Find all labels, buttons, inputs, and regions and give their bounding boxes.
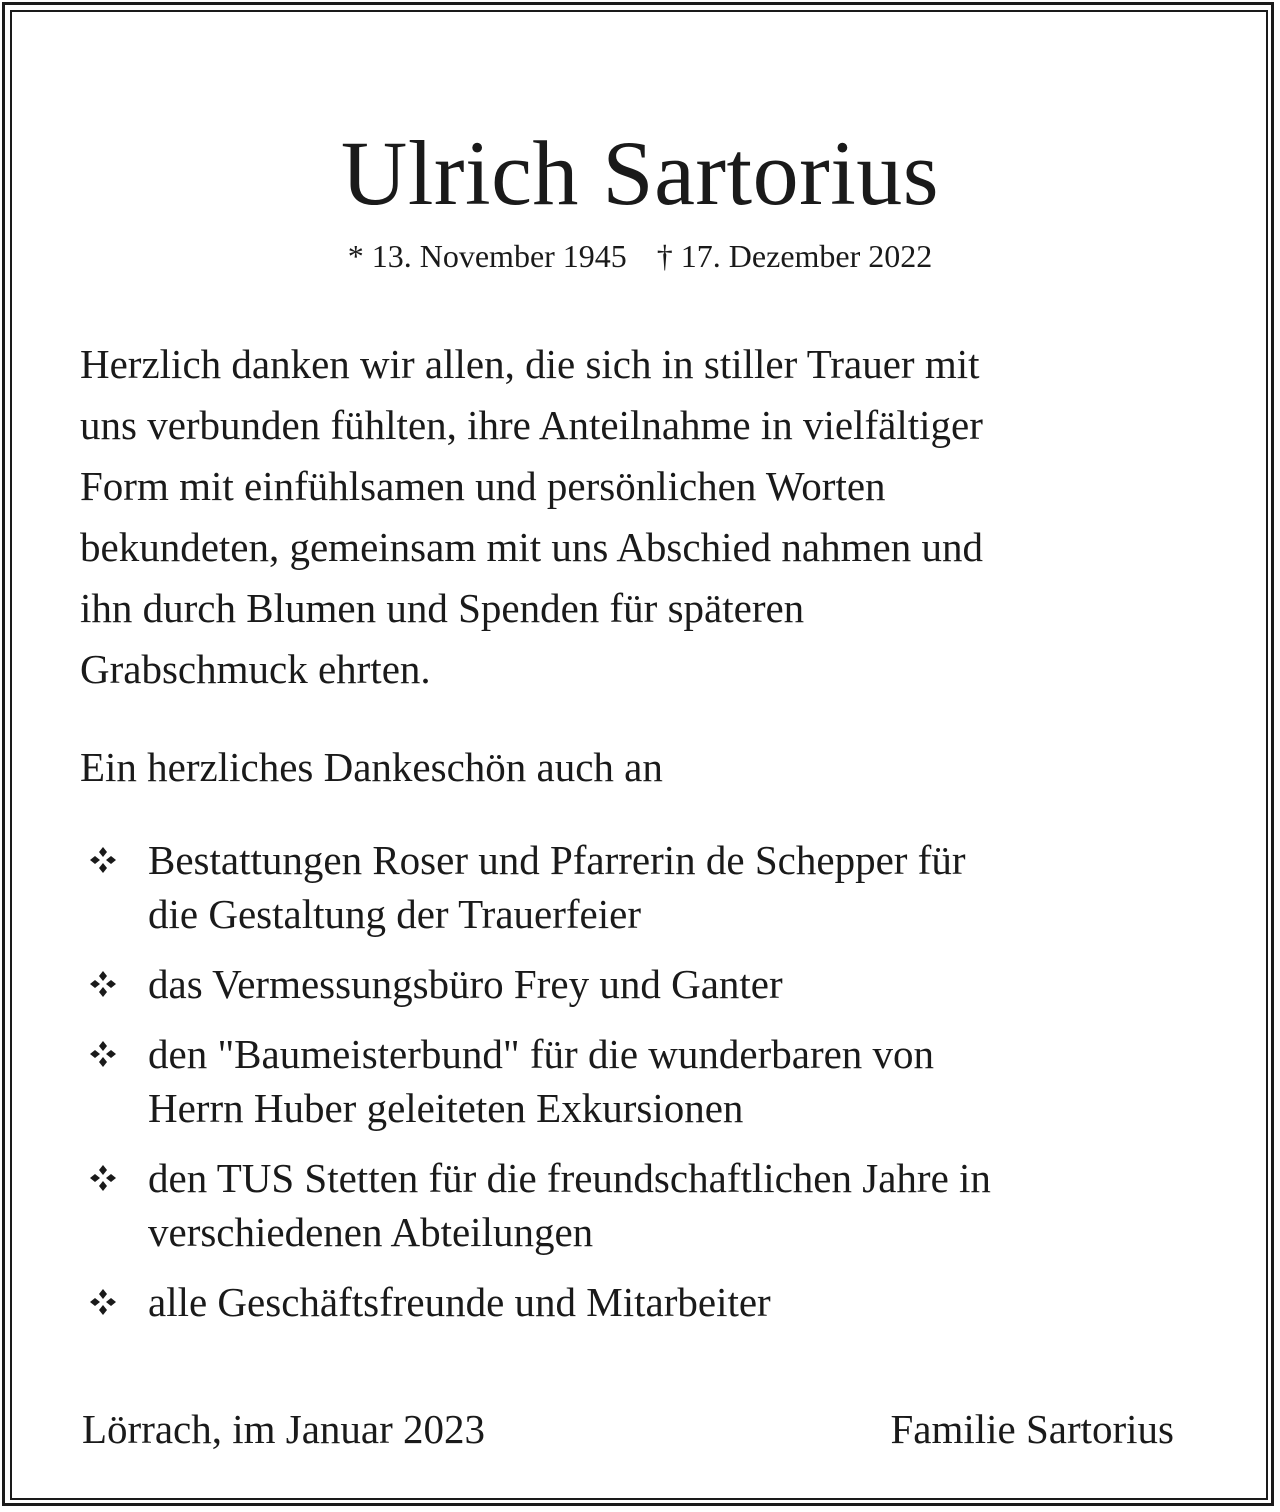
thanks-list xyxy=(80,833,1200,1329)
list-item-line: Herrn Huber geleiteten Exkursionen xyxy=(148,1085,744,1131)
deceased-name: Ulrich Sartorius xyxy=(340,122,940,224)
list-item xyxy=(80,1275,1200,1329)
birth-date: * 13. November 1945 xyxy=(347,238,627,274)
list-item-line: die Gestaltung der Trauerfeier xyxy=(148,891,641,937)
death-date: † 17. Dezember 2022 xyxy=(656,238,933,274)
list-item xyxy=(80,957,1200,1011)
list-item xyxy=(80,1151,1200,1259)
thanks-intro: Ein herzliches Dankeschön auch an xyxy=(80,744,663,790)
list-item xyxy=(80,833,1200,941)
four-diamond-ornament-icon xyxy=(88,1287,118,1317)
list-item-line: Bestattungen Roser und Pfarrerin de Schepper für xyxy=(148,837,966,883)
four-diamond-ornament-icon xyxy=(88,1039,118,1069)
list-item xyxy=(80,1027,1200,1135)
life-dates xyxy=(0,236,1280,276)
list-item-line: das Vermessungsbüro Frey und Ganter xyxy=(148,961,783,1007)
list-item-line: alle Geschäftsfreunde und Mitarbeiter xyxy=(148,1279,771,1325)
signature: Familie Sartorius xyxy=(890,1406,1174,1452)
intro-line: Form mit einfühlsamen und persönlichen Worten xyxy=(80,463,886,509)
place-date: Lörrach, im Januar 2023 xyxy=(82,1406,486,1452)
intro-line: Herzlich danken wir allen, die sich in stiller Trauer mit xyxy=(80,341,980,387)
intro-line: bekundeten, gemeinsam mit uns Abschied nahmen und xyxy=(80,524,983,570)
four-diamond-ornament-icon xyxy=(88,1163,118,1193)
intro-paragraph xyxy=(80,334,1200,700)
four-diamond-ornament-icon xyxy=(88,845,118,875)
four-diamond-ornament-icon xyxy=(88,969,118,999)
list-item-line: den TUS Stetten für die freundschaftlichen Jahre in xyxy=(148,1155,991,1201)
intro-line: uns verbunden fühlten, ihre Anteilnahme in vielfältiger xyxy=(80,402,983,448)
list-item-line: verschiedenen Abteilungen xyxy=(148,1209,594,1255)
list-item-line: den "Baumeisterbund" für die wunderbaren von xyxy=(148,1031,935,1077)
intro-line: Grabschmuck ehrten. xyxy=(80,646,431,692)
intro-line: ihn durch Blumen und Spenden für späteren xyxy=(80,585,805,631)
